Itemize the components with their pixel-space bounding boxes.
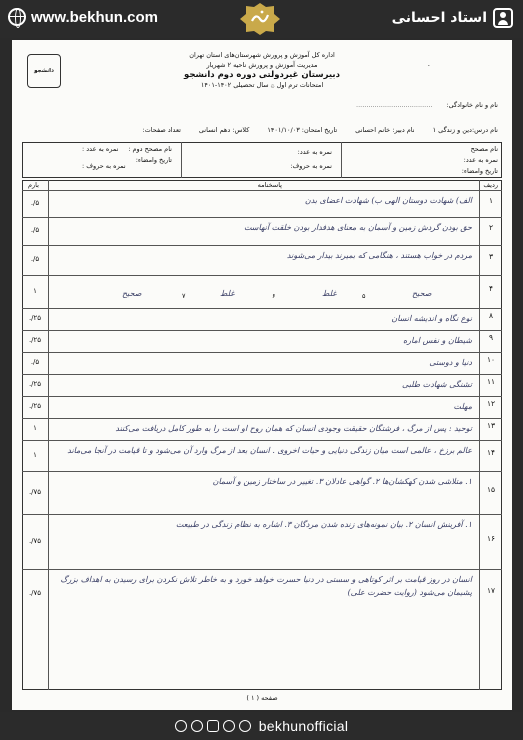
row-divider bbox=[22, 352, 502, 353]
question-number: ۹ bbox=[488, 333, 494, 342]
org-line-1: اداره کل آموزش و پرورش شهرستان‌های استان تهران bbox=[189, 51, 335, 59]
row-divider bbox=[22, 471, 502, 472]
handwritten-answer: عالم برزخ ، عالمی است میان زندگی دنیایی و حیات اخروی . انسان بعد از مرگ وارد آن می‌شود و تا قیامت در آنجا می‌ماند bbox=[67, 446, 472, 455]
question-score: ۵/. bbox=[30, 198, 40, 207]
handwritten-answer: ۱. متلاشی شدن کهکشان‌ها ۲. گواهی عادلان ۳. تغییر در ساختار زمین و آسمان bbox=[212, 477, 472, 486]
question-number: ۱۱ bbox=[486, 377, 496, 386]
q4-item-d: صحیح bbox=[122, 289, 142, 298]
website-url: www.bekhun.com bbox=[31, 8, 158, 26]
sign-label: تاریخ وامضاء: bbox=[461, 167, 498, 175]
term-line: امتحانات ترم اول ۞ سال تحصیلی ۱۴۰۲-۱۴۰۱ bbox=[200, 81, 324, 89]
question-number: ۱۰ bbox=[486, 355, 496, 364]
row-divider bbox=[22, 330, 502, 331]
q4-item-a: صحیح bbox=[412, 289, 432, 298]
question-score: ۷۵/. bbox=[28, 536, 42, 545]
question-number: ۳ bbox=[488, 252, 494, 261]
student-name-row: نام و نام خانوادگی: ..................................... bbox=[356, 101, 498, 109]
question-number: ۸ bbox=[488, 311, 494, 320]
row-divider bbox=[22, 396, 502, 397]
row-divider bbox=[22, 418, 502, 419]
row-divider bbox=[22, 308, 502, 309]
header-dot: . bbox=[427, 60, 430, 68]
teacher-badge bbox=[392, 8, 513, 28]
question-number: ۱۷ bbox=[486, 586, 496, 595]
seal-text: دانشجو bbox=[34, 68, 54, 74]
org-line-2: مدیریت آموزش و پرورش ناحیه ۲ شهریار bbox=[206, 61, 318, 69]
corrector-label: نام مصحح bbox=[470, 145, 498, 153]
handwritten-answer: مردم در خواب هستند ، هنگامی که بمیرند بیدار می‌شوند bbox=[286, 251, 472, 260]
instagram-icon[interactable] bbox=[191, 720, 203, 732]
question-score: ۱ bbox=[33, 424, 37, 432]
exam-date: تاریخ امتحان: ۱۴۰۱/۱۰/۰۳ bbox=[267, 126, 338, 134]
row-divider bbox=[22, 245, 502, 246]
row-divider bbox=[22, 217, 502, 218]
question-number: ۱۴ bbox=[486, 447, 496, 457]
website-link[interactable] bbox=[8, 8, 158, 26]
q4-item-c: غلط bbox=[220, 289, 235, 298]
score-text-label-2: نمره به حروف : bbox=[82, 162, 126, 170]
handwritten-answer: مهلت bbox=[453, 402, 472, 411]
globe-icon bbox=[8, 8, 26, 26]
page-number: صفحه ( ۱ ) bbox=[246, 694, 278, 702]
score-number-label-3: نمره به عدد : bbox=[82, 145, 119, 153]
telegram-icon[interactable] bbox=[223, 720, 235, 732]
question-score: ۵/. bbox=[30, 358, 40, 366]
handwritten-answer: انسان در روز قیامت بر اثر کوتاهی و سستی در دنیا حسرت خواهد خورد و به خاطر تلاش نکردن برای رسیدن به اهداف بزرگ پشیمان می‌شود (روایت حضرت علی) bbox=[60, 575, 472, 597]
q4-num-6: ۶ bbox=[272, 292, 276, 300]
q4-num-5: ۵ bbox=[362, 292, 366, 300]
class-label: کلاس: دهم انسانی bbox=[198, 126, 250, 134]
row-divider bbox=[22, 514, 502, 515]
question-score: ۱ bbox=[33, 286, 37, 295]
exam-paper bbox=[12, 40, 512, 710]
row-divider bbox=[22, 374, 502, 375]
score-number-label-2: نمره به عدد: bbox=[297, 148, 332, 156]
handwritten-answer: نوع نگاه و اندیشه انسان bbox=[391, 314, 472, 323]
handwritten-answer: شیطان و نفس اماره bbox=[403, 336, 472, 345]
exam-info-row bbox=[142, 126, 498, 134]
handwritten-answer: توحید : پس از مرگ ، فرشتگان حقیقت وجودی انسان که همان روح او است را به طور کامل دریافت می‌کنند bbox=[115, 424, 472, 433]
col-answer-header: پاسخنامه bbox=[257, 181, 282, 189]
exam-sheet bbox=[22, 46, 502, 704]
question-score: ۱ bbox=[33, 450, 37, 459]
user-icon bbox=[493, 8, 513, 28]
handwritten-answer: حق بودن گردش زمین و آسمان به معنای هدفدار بودن خلقت آنهاست bbox=[243, 223, 472, 232]
youtube-icon[interactable] bbox=[207, 720, 219, 732]
q4-num-7: ۷ bbox=[182, 292, 186, 300]
row-divider bbox=[22, 275, 502, 276]
sign-label-2: تاریخ وامضاء: bbox=[135, 156, 172, 164]
score-text-label: نمره به حروف: bbox=[290, 162, 332, 170]
q4-item-b: غلط bbox=[322, 289, 337, 298]
score-number-label: نمره به عدد: bbox=[463, 156, 498, 164]
question-score: ۷۵/. bbox=[28, 589, 42, 597]
exam-header bbox=[152, 50, 372, 90]
question-number: ۱۳ bbox=[486, 421, 496, 430]
question-number: ۱۵ bbox=[486, 484, 496, 494]
subject-label: نام درس:دین و زندگی ۱ bbox=[432, 126, 498, 134]
row-divider bbox=[22, 440, 502, 441]
question-number: ۱۲ bbox=[486, 399, 496, 408]
question-score: ۲۵/. bbox=[28, 314, 42, 322]
second-corrector-label: نام مصحح دوم : bbox=[128, 145, 172, 153]
question-score: ۵/. bbox=[30, 255, 40, 263]
row-divider bbox=[22, 569, 502, 570]
question-number: ۱ bbox=[488, 195, 494, 205]
handwritten-answer: ۱. آفرینش انسان ۲. بیان نمونه‌های زنده شدن مردگان ۳. اشاره به نظام زندگی در طبیعت bbox=[175, 520, 472, 529]
question-score: ۷۵/. bbox=[28, 487, 42, 496]
top-banner bbox=[0, 0, 523, 38]
col-score-header: بارم bbox=[28, 181, 39, 189]
social-footer bbox=[0, 712, 523, 740]
question-number: ۱۶ bbox=[486, 533, 496, 543]
brand-logo-icon bbox=[236, 1, 284, 37]
question-number: ۴ bbox=[488, 283, 494, 293]
social-handle: bekhunofficial bbox=[258, 718, 349, 734]
question-score: ۲۵/. bbox=[28, 336, 42, 344]
question-score: ۲۵/. bbox=[28, 380, 42, 388]
pages-label: تعداد صفحات: bbox=[142, 126, 181, 134]
school-name: دبیرستان غیردولتی دوره دوم دانشجو bbox=[184, 70, 340, 80]
handwritten-answer: دنیا و دوستی bbox=[429, 358, 472, 367]
handwritten-answer: الف) شهادت دوستان الهی ب) شهادت اعضای بدن bbox=[304, 196, 472, 205]
col-row-header: ردیف bbox=[483, 181, 498, 189]
question-score: ۵/. bbox=[30, 226, 40, 234]
handwritten-answer: تشنگی شهادت طلبی bbox=[402, 380, 472, 389]
student-name-label: نام و نام خانوادگی: bbox=[446, 101, 498, 109]
teacher-label: نام دبیر: خانم احسانی bbox=[355, 126, 415, 134]
question-score: ۲۵/. bbox=[28, 402, 42, 410]
teacher-name: استاد احسانی bbox=[391, 10, 487, 26]
question-number: ۲ bbox=[488, 223, 494, 232]
school-seal-icon bbox=[27, 54, 61, 88]
aparat-icon[interactable] bbox=[175, 720, 187, 732]
eitaa-icon[interactable] bbox=[239, 720, 251, 732]
